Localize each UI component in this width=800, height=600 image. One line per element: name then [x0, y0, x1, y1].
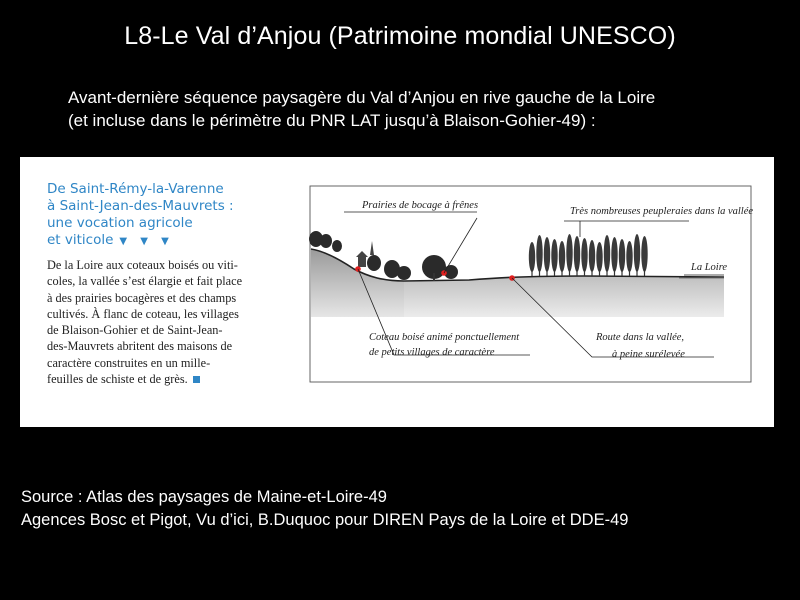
label-route-line-1: Route dans la vallée, [596, 332, 685, 343]
poplar-tree-icon [566, 234, 572, 272]
end-square-icon [193, 376, 200, 383]
figure-heading-line-1: De Saint-Rémy-la-Varenne [47, 181, 224, 197]
intro-line-2: (et incluse dans le périmètre du PNR LAT jusqu’à Blaison-Gohier-49) : [68, 111, 596, 130]
slide-title: L8-Le Val d’Anjou (Patrimoine mondial UNESCO) [124, 22, 676, 50]
label-peupleraies: Très nombreuses peupleraies dans la vallée [570, 206, 754, 217]
poplar-tree-icon [626, 241, 632, 272]
triangle-markers-icon: ▼ ▼ ▼ [119, 236, 174, 247]
figure-body-line-4: cultivés. À flanc de coteau, les villages [47, 306, 239, 321]
poplar-tree-icon [641, 236, 647, 272]
figure-body-line-1: De la Loire aux coteaux boisés ou viti- [47, 258, 238, 272]
poplar-trunk [591, 269, 592, 276]
figure-heading-line-4 [47, 232, 277, 250]
poplar-tree-icon [619, 239, 625, 272]
label-route-line-2: à peine surélevée [612, 349, 685, 360]
poplar-trunk [569, 269, 570, 276]
poplar-trunk [554, 269, 555, 276]
figure-body-line-3: à des prairies bocagères et des champs [47, 290, 237, 305]
label-prairies-bocage: Prairies de bocage à frênes [362, 200, 479, 211]
poplar-trunk [561, 269, 562, 276]
poplar-trunk [531, 269, 532, 276]
label-coteau-line-1: Coteau boisé animé ponctuellement [369, 332, 520, 343]
poplar-trunk [629, 269, 630, 276]
poplar-tree-icon [634, 234, 640, 272]
poplar-trunk [644, 269, 645, 276]
figure-heading-line-2: à Saint-Jean-des-Mauvrets : [47, 198, 234, 214]
valley-cross-section-diagram [284, 177, 764, 417]
poplar-tree-icon [544, 237, 550, 272]
figure-body-line-8 [47, 371, 267, 387]
terrain-valley-floor [404, 276, 724, 317]
figure-heading-line-3: une vocation agricole [47, 215, 193, 231]
poplar-trunk [546, 269, 547, 276]
figure-body-line-7: caractère construites en un mille- [47, 355, 211, 370]
figure-heading-line-4-text: et viticole [47, 232, 114, 248]
poplar-trunk [606, 269, 607, 276]
atlas-figure [20, 157, 774, 427]
figure-body-line-6: des-Mauvrets abritent des maisons de [47, 339, 233, 354]
poplar-plantation [529, 234, 648, 276]
figure-body-line-8-text: feuilles de schiste et de grès. [47, 372, 188, 387]
poplar-trunk [621, 269, 622, 276]
figure-heading [47, 181, 277, 250]
poplar-trunk [599, 269, 600, 276]
figure-body-text [47, 257, 267, 387]
poplar-tree-icon [596, 242, 602, 272]
figure-body-line-5: de Blaison-Gohier et de Saint-Jean- [47, 323, 223, 338]
source-credits [21, 486, 791, 532]
source-line-2: Agences Bosc et Pigot, Vu d’ici, B.Duquoc pour DIREN Pays de la Loire et DDE-49 [21, 511, 629, 529]
poplar-trunk [636, 269, 637, 276]
poplar-tree-icon [559, 241, 565, 272]
source-line-1: Source : Atlas des paysages de Maine-et-Loire-49 [21, 488, 387, 506]
poplar-trunk [584, 269, 585, 276]
poplar-tree-icon [581, 238, 587, 272]
poplar-tree-icon [604, 235, 610, 272]
intro-text [68, 86, 778, 132]
poplar-tree-icon [574, 236, 580, 272]
label-coteau-line-2: de petits villages de caractère [369, 347, 495, 358]
poplar-tree-icon [589, 240, 595, 272]
intro-line-1: Avant-dernière séquence paysagère du Val d’Anjou en rive gauche de la Loire [68, 88, 656, 107]
label-la-loire: La Loire [691, 262, 728, 273]
poplar-tree-icon [529, 242, 535, 272]
poplar-tree-icon [536, 235, 542, 272]
poplar-tree-icon [551, 239, 557, 272]
poplar-trunk [539, 269, 540, 276]
figure-body-line-2: coles, la vallée s’est élargie et fait place [47, 274, 243, 289]
poplar-trunk [576, 269, 577, 276]
poplar-trunk [614, 269, 615, 276]
poplar-tree-icon [611, 237, 617, 272]
